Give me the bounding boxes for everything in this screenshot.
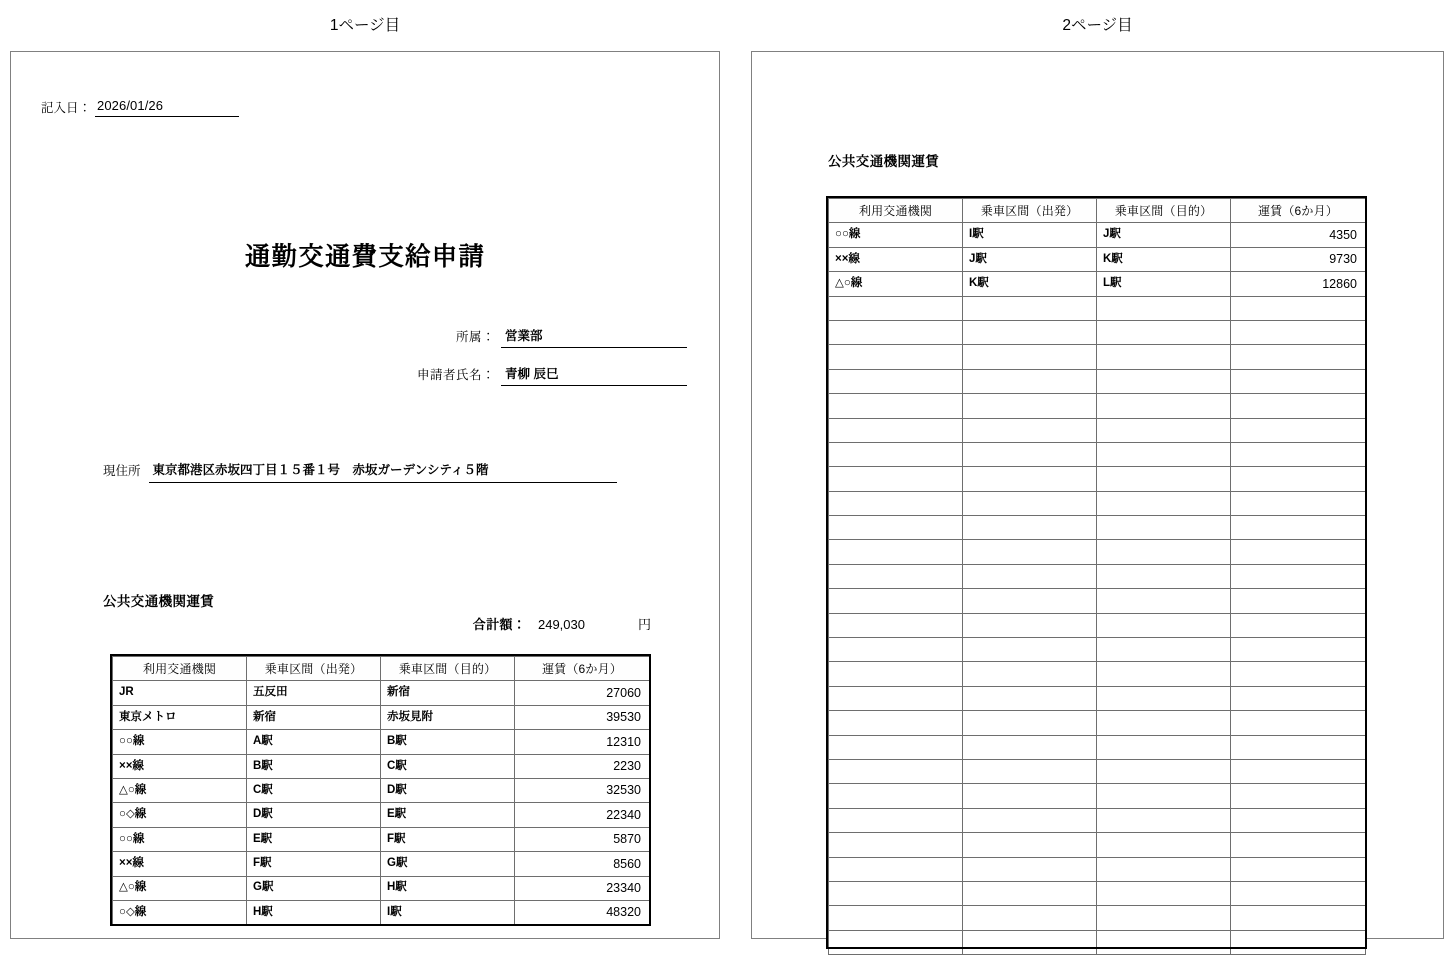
column-header-destination: 乗車区間（目的） — [381, 657, 515, 681]
cell-origin[interactable] — [963, 516, 1097, 540]
cell-destination[interactable]: K駅 — [1097, 247, 1231, 271]
cell-fare[interactable] — [1231, 296, 1366, 320]
table-row-empty[interactable] — [829, 881, 1366, 905]
cell-transport[interactable] — [829, 906, 963, 930]
table-row-empty[interactable] — [829, 930, 1366, 954]
cell-fare[interactable]: 39530 — [515, 705, 650, 729]
cell-fare[interactable] — [1231, 906, 1366, 930]
table-row[interactable] — [113, 754, 650, 778]
cell-origin[interactable] — [963, 808, 1097, 832]
entry-date-label: 記入日： — [41, 100, 92, 115]
cell-origin[interactable]: I駅 — [963, 223, 1097, 247]
cell-origin[interactable] — [963, 638, 1097, 662]
cell-origin[interactable] — [963, 930, 1097, 954]
cell-destination[interactable] — [1097, 662, 1231, 686]
cell-fare[interactable] — [1231, 394, 1366, 418]
cell-fare[interactable] — [1231, 613, 1366, 637]
cell-fare[interactable] — [1231, 540, 1366, 564]
table-row[interactable] — [113, 778, 650, 802]
cell-transport[interactable] — [829, 638, 963, 662]
cell-fare[interactable] — [1231, 881, 1366, 905]
cell-fare[interactable] — [1231, 564, 1366, 588]
page-2-section-heading: 公共交通機関運賃 — [828, 154, 940, 169]
cell-origin[interactable]: 新宿 — [247, 705, 381, 729]
cell-destination[interactable]: H駅 — [381, 876, 515, 900]
cell-transport[interactable] — [829, 320, 963, 344]
table-row-empty[interactable] — [829, 345, 1366, 369]
column-header-transport: 利用交通機関 — [113, 657, 247, 681]
table-row-empty[interactable] — [829, 394, 1366, 418]
cell-fare[interactable] — [1231, 369, 1366, 393]
cell-transport[interactable] — [829, 930, 963, 954]
cell-origin[interactable] — [963, 442, 1097, 466]
address-label: 現住所 — [103, 464, 141, 478]
cell-destination[interactable]: B駅 — [381, 730, 515, 754]
cell-transport[interactable] — [829, 784, 963, 808]
column-header-origin: 乗車区間（出発） — [247, 657, 381, 681]
cell-destination[interactable] — [1097, 418, 1231, 442]
table-row[interactable] — [113, 681, 650, 705]
cell-transport[interactable] — [829, 345, 963, 369]
cell-destination[interactable] — [1097, 638, 1231, 662]
table-row-empty[interactable] — [829, 296, 1366, 320]
page-1-sheet — [10, 51, 720, 939]
cell-transport[interactable]: △○線 — [113, 778, 247, 802]
table-row-empty[interactable] — [829, 857, 1366, 881]
cell-destination[interactable]: C駅 — [381, 754, 515, 778]
table-row-empty[interactable] — [829, 638, 1366, 662]
document-title: 通勤交通費支給申請 — [244, 243, 486, 271]
cell-origin[interactable]: J駅 — [963, 247, 1097, 271]
table-row[interactable] — [113, 803, 650, 827]
cell-fare[interactable] — [1231, 808, 1366, 832]
cell-destination[interactable] — [1097, 906, 1231, 930]
department-field — [341, 326, 687, 348]
page-2-caption: 2ページ目 — [1062, 17, 1133, 34]
cell-transport[interactable] — [829, 686, 963, 710]
cell-transport[interactable]: ○○線 — [829, 223, 963, 247]
cell-transport[interactable] — [829, 613, 963, 637]
address-input[interactable]: 東京都港区赤坂四丁目１５番１号 赤坂ガーデンシティ５階 — [149, 460, 617, 483]
cell-destination[interactable] — [1097, 808, 1231, 832]
cell-origin[interactable] — [963, 345, 1097, 369]
cell-fare[interactable] — [1231, 638, 1366, 662]
table-row-empty[interactable] — [829, 369, 1366, 393]
cell-transport[interactable]: ××線 — [829, 247, 963, 271]
cell-destination[interactable] — [1097, 467, 1231, 491]
applicant-name-field — [341, 364, 687, 386]
page-1-section-heading: 公共交通機関運賃 — [103, 594, 215, 609]
cell-destination[interactable] — [1097, 394, 1231, 418]
cell-transport[interactable]: ××線 — [113, 852, 247, 876]
cell-destination[interactable]: J駅 — [1097, 223, 1231, 247]
cell-destination[interactable] — [1097, 320, 1231, 344]
entry-date-input[interactable] — [95, 98, 239, 117]
department-label: 所属： — [455, 330, 495, 344]
cell-fare[interactable]: 8560 — [515, 852, 650, 876]
cell-destination[interactable] — [1097, 345, 1231, 369]
table-row-empty[interactable] — [829, 320, 1366, 344]
cell-destination[interactable] — [1097, 540, 1231, 564]
cell-fare[interactable] — [1231, 418, 1366, 442]
column-header-origin: 乗車区間（出発） — [963, 199, 1097, 223]
cell-transport[interactable]: JR — [113, 681, 247, 705]
table-header-row — [829, 199, 1366, 223]
cell-origin[interactable] — [963, 735, 1097, 759]
cell-fare[interactable] — [1231, 857, 1366, 881]
applicant-name-label: 申請者氏名： — [416, 368, 495, 382]
cell-destination[interactable] — [1097, 442, 1231, 466]
cell-destination[interactable]: L駅 — [1097, 272, 1231, 296]
page-2-content — [752, 52, 1443, 938]
cell-transport[interactable] — [829, 296, 963, 320]
cell-fare[interactable] — [1231, 711, 1366, 735]
cell-destination[interactable]: F駅 — [381, 827, 515, 851]
cell-transport[interactable] — [829, 564, 963, 588]
table-row-empty[interactable] — [829, 833, 1366, 857]
cell-transport[interactable] — [829, 418, 963, 442]
table-row-empty[interactable] — [829, 711, 1366, 735]
cell-origin[interactable] — [963, 784, 1097, 808]
cell-transport[interactable]: ○○線 — [113, 730, 247, 754]
cell-destination[interactable] — [1097, 857, 1231, 881]
cell-transport[interactable] — [829, 540, 963, 564]
cell-destination[interactable] — [1097, 881, 1231, 905]
table-row[interactable] — [829, 272, 1366, 296]
cell-fare[interactable] — [1231, 759, 1366, 783]
column-header-fare: 運賃（6か月） — [515, 657, 650, 681]
cell-transport[interactable]: △○線 — [113, 876, 247, 900]
cell-destination[interactable] — [1097, 833, 1231, 857]
cell-origin[interactable] — [963, 686, 1097, 710]
page-1-fare-table-body — [113, 681, 650, 925]
cell-fare[interactable]: 23340 — [515, 876, 650, 900]
cell-destination[interactable]: D駅 — [381, 778, 515, 802]
cell-origin[interactable] — [963, 320, 1097, 344]
address-field — [103, 460, 617, 483]
cell-fare[interactable]: 4350 — [1231, 223, 1366, 247]
cell-destination[interactable] — [1097, 735, 1231, 759]
cell-origin[interactable] — [963, 759, 1097, 783]
cell-destination[interactable]: 赤坂見附 — [381, 705, 515, 729]
total-amount-value: 249,030 — [537, 617, 585, 632]
table-row[interactable] — [829, 247, 1366, 271]
cell-fare[interactable] — [1231, 735, 1366, 759]
table-row[interactable] — [113, 876, 650, 900]
cell-transport[interactable]: △○線 — [829, 272, 963, 296]
cell-transport[interactable] — [829, 711, 963, 735]
column-header-transport: 利用交通機関 — [829, 199, 963, 223]
cell-origin[interactable]: A駅 — [247, 730, 381, 754]
cell-transport[interactable] — [829, 491, 963, 515]
cell-origin[interactable] — [963, 296, 1097, 320]
cell-transport[interactable] — [829, 759, 963, 783]
cell-fare[interactable] — [1231, 467, 1366, 491]
cell-destination[interactable] — [1097, 589, 1231, 613]
cell-transport[interactable]: ××線 — [113, 754, 247, 778]
cell-fare[interactable]: 2230 — [515, 754, 650, 778]
cell-origin[interactable]: 五反田 — [247, 681, 381, 705]
cell-origin[interactable]: E駅 — [247, 827, 381, 851]
table-row-empty[interactable] — [829, 564, 1366, 588]
cell-transport[interactable] — [829, 662, 963, 686]
cell-fare[interactable]: 12860 — [1231, 272, 1366, 296]
table-header-row — [113, 657, 650, 681]
cell-destination[interactable] — [1097, 296, 1231, 320]
page-2-sheet — [751, 51, 1444, 939]
cell-destination[interactable] — [1097, 369, 1231, 393]
table-row-empty[interactable] — [829, 589, 1366, 613]
cell-destination[interactable]: G駅 — [381, 852, 515, 876]
table-row[interactable] — [113, 852, 650, 876]
table-row[interactable] — [113, 705, 650, 729]
cell-origin[interactable]: C駅 — [247, 778, 381, 802]
cell-origin[interactable] — [963, 467, 1097, 491]
cell-transport[interactable]: ○◇線 — [113, 900, 247, 924]
table-row[interactable] — [113, 900, 650, 924]
cell-destination[interactable]: E駅 — [381, 803, 515, 827]
cell-origin[interactable]: D駅 — [247, 803, 381, 827]
department-input[interactable]: 営業部 — [501, 326, 687, 348]
cell-origin[interactable] — [963, 906, 1097, 930]
cell-fare[interactable] — [1231, 516, 1366, 540]
cell-transport[interactable] — [829, 808, 963, 832]
page-1-caption: 1ページ目 — [329, 17, 401, 34]
cell-fare[interactable] — [1231, 442, 1366, 466]
cell-origin[interactable] — [963, 564, 1097, 588]
cell-fare[interactable]: 9730 — [1231, 247, 1366, 271]
cell-fare[interactable]: 5870 — [515, 827, 650, 851]
cell-origin[interactable]: K駅 — [963, 272, 1097, 296]
cell-destination[interactable] — [1097, 686, 1231, 710]
page-2-fare-table — [828, 198, 1366, 955]
table-row-empty[interactable] — [829, 808, 1366, 832]
cell-origin[interactable] — [963, 394, 1097, 418]
cell-origin[interactable] — [963, 369, 1097, 393]
cell-transport[interactable] — [829, 442, 963, 466]
page-2-fare-table-body — [829, 223, 1366, 955]
total-amount-row — [311, 614, 651, 633]
cell-destination[interactable] — [1097, 491, 1231, 515]
table-row-empty[interactable] — [829, 686, 1366, 710]
cell-origin[interactable]: F駅 — [247, 852, 381, 876]
cell-fare[interactable]: 27060 — [515, 681, 650, 705]
column-header-destination: 乗車区間（目的） — [1097, 199, 1231, 223]
total-amount-label: 合計額： — [472, 617, 526, 632]
entry-date-field — [41, 98, 239, 117]
cell-destination[interactable] — [1097, 711, 1231, 735]
cell-transport[interactable]: ○○線 — [113, 827, 247, 851]
cell-fare[interactable] — [1231, 345, 1366, 369]
cell-transport[interactable] — [829, 394, 963, 418]
cell-transport[interactable] — [829, 857, 963, 881]
cell-destination[interactable]: 新宿 — [381, 681, 515, 705]
cell-fare[interactable] — [1231, 589, 1366, 613]
cell-destination[interactable] — [1097, 930, 1231, 954]
cell-destination[interactable]: I駅 — [381, 900, 515, 924]
cell-origin[interactable] — [963, 857, 1097, 881]
table-row-empty[interactable] — [829, 613, 1366, 637]
cell-fare[interactable] — [1231, 320, 1366, 344]
cell-fare[interactable] — [1231, 930, 1366, 954]
cell-origin[interactable] — [963, 881, 1097, 905]
cell-origin[interactable] — [963, 491, 1097, 515]
table-row-empty[interactable] — [829, 467, 1366, 491]
cell-origin[interactable]: G駅 — [247, 876, 381, 900]
cell-transport[interactable] — [829, 833, 963, 857]
cell-origin[interactable] — [963, 662, 1097, 686]
cell-origin[interactable] — [963, 418, 1097, 442]
cell-transport[interactable]: ○◇線 — [113, 803, 247, 827]
cell-fare[interactable]: 32530 — [515, 778, 650, 802]
cell-origin[interactable] — [963, 589, 1097, 613]
table-row-empty[interactable] — [829, 540, 1366, 564]
cell-transport[interactable] — [829, 516, 963, 540]
cell-destination[interactable] — [1097, 564, 1231, 588]
cell-transport[interactable] — [829, 369, 963, 393]
cell-fare[interactable]: 48320 — [515, 900, 650, 924]
table-row[interactable] — [113, 827, 650, 851]
table-row-empty[interactable] — [829, 442, 1366, 466]
page-1-content — [11, 52, 719, 938]
cell-fare[interactable] — [1231, 662, 1366, 686]
cell-origin[interactable]: H駅 — [247, 900, 381, 924]
table-row-empty[interactable] — [829, 516, 1366, 540]
total-amount-unit: 円 — [637, 617, 651, 632]
table-row-empty[interactable] — [829, 906, 1366, 930]
cell-fare[interactable] — [1231, 491, 1366, 515]
cell-origin[interactable] — [963, 540, 1097, 564]
cell-fare[interactable]: 12310 — [515, 730, 650, 754]
cell-origin[interactable]: B駅 — [247, 754, 381, 778]
cell-transport[interactable] — [829, 881, 963, 905]
cell-transport[interactable] — [829, 467, 963, 491]
table-row-empty[interactable] — [829, 491, 1366, 515]
cell-origin[interactable] — [963, 833, 1097, 857]
cell-fare[interactable] — [1231, 784, 1366, 808]
cell-destination[interactable] — [1097, 784, 1231, 808]
cell-origin[interactable] — [963, 613, 1097, 637]
cell-destination[interactable] — [1097, 759, 1231, 783]
cell-origin[interactable] — [963, 711, 1097, 735]
entry-date-value: 2026/01/26 — [97, 98, 164, 113]
cell-transport[interactable] — [829, 589, 963, 613]
cell-fare[interactable] — [1231, 833, 1366, 857]
cell-fare[interactable] — [1231, 686, 1366, 710]
cell-destination[interactable] — [1097, 613, 1231, 637]
table-row-empty[interactable] — [829, 735, 1366, 759]
page-1-fare-table — [112, 656, 650, 925]
applicant-name-input[interactable]: 青柳 辰巳 — [501, 364, 687, 386]
table-row-empty[interactable] — [829, 759, 1366, 783]
table-row-empty[interactable] — [829, 662, 1366, 686]
cell-fare[interactable]: 22340 — [515, 803, 650, 827]
column-header-fare: 運賃（6か月） — [1231, 199, 1366, 223]
table-row-empty[interactable] — [829, 418, 1366, 442]
cell-transport[interactable] — [829, 735, 963, 759]
cell-destination[interactable] — [1097, 516, 1231, 540]
cell-transport[interactable]: 東京メトロ — [113, 705, 247, 729]
table-row-empty[interactable] — [829, 784, 1366, 808]
table-row[interactable] — [113, 730, 650, 754]
table-row[interactable] — [829, 223, 1366, 247]
